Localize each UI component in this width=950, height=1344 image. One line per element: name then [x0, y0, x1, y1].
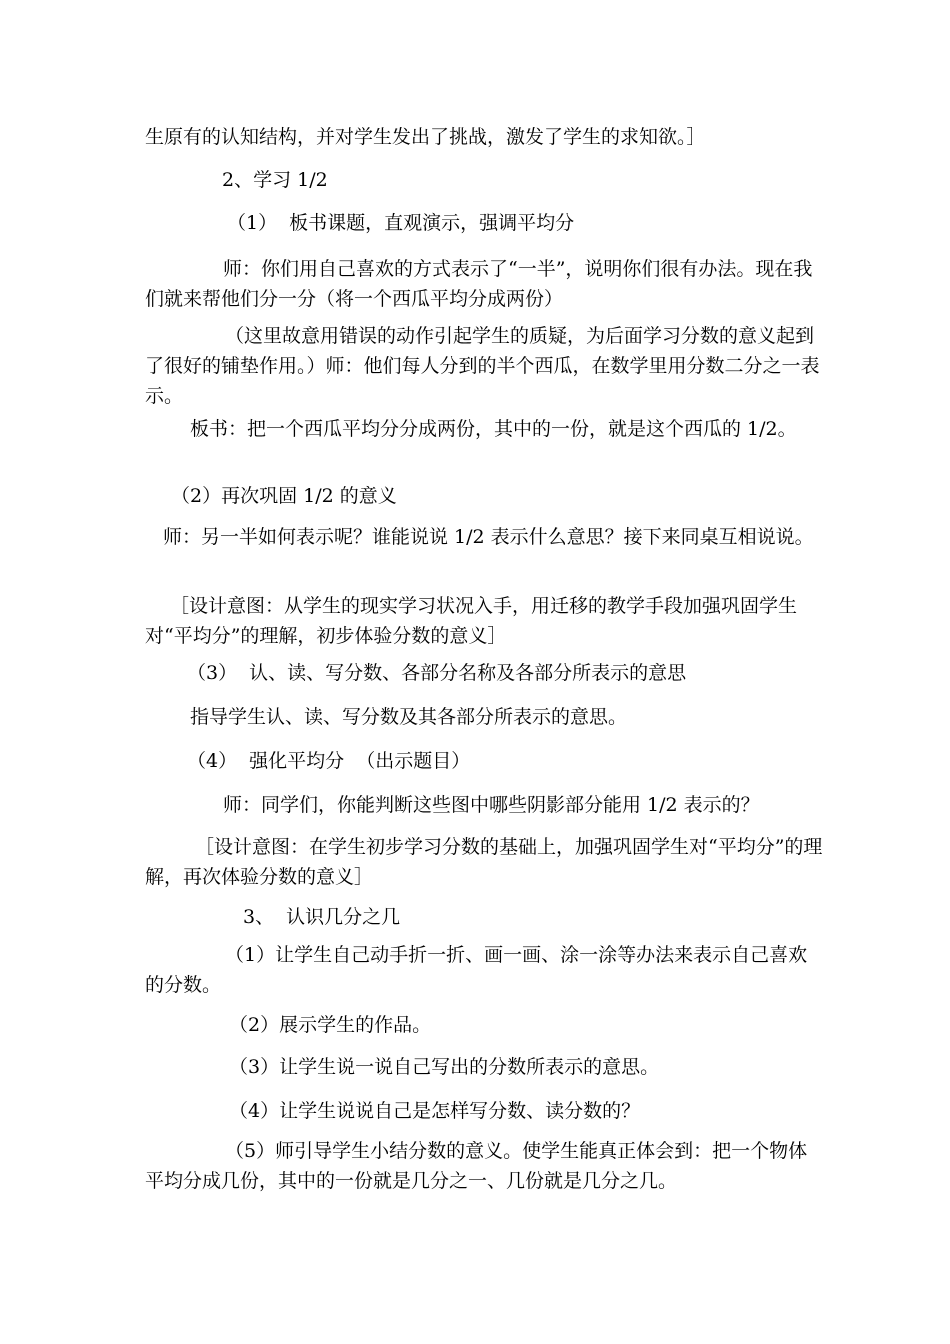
paragraph-9: （3） 认、读、写分数、各部分名称及各部分所表示的意思: [187, 662, 687, 684]
paragraph-5: 板书：把一个西瓜平均分分成两份，其中的一份，就是这个西瓜的 1/2。: [190, 418, 797, 440]
paragraph-19: （5）师引导学生小结分数的意义。使学生能真正体会到：把一个物体平均分成几份，其中的一份就是几分之一、几份就是几分之几。: [145, 1140, 808, 1192]
heading-learn-half: 2、学习 1/2: [222, 169, 328, 191]
design-intent-1: ［设计意图：从学生的现实学习状况入手，用迁移的教学手段加强巩固学生对“平均分”的理解，初步体验分数的意义］: [145, 595, 798, 647]
paragraph-11: （4） 强化平均分 （出示题目）: [187, 750, 471, 772]
paragraph-4: （这里故意用错误的动作引起学生的质疑，为后面学习分数的意义起到了很好的铺垫作用。）师：他们每人分到的半个西瓜，在数学里用分数二分之一表示。: [145, 325, 820, 407]
paragraph-17: （3）让学生说一说自己写出的分数所表示的意思。: [229, 1056, 660, 1078]
paragraph-7: 师：另一半如何表示呢？谁能说说 1/2 表示什么意思？接下来同桌互相说说。: [163, 526, 814, 548]
paragraph-3: 师：你们用自己喜欢的方式表示了“一半”，说明你们很有办法。现在我们就来帮他们分一分（将一个西瓜平均分成两份）: [145, 258, 813, 310]
heading-recognize-fractions: 3、 认识几分之几: [243, 906, 401, 928]
paragraph-2: （1） 板书课题，直观演示，强调平均分: [227, 212, 575, 234]
paragraph-12: 师：同学们，你能判断这些图中哪些阴影部分能用 1/2 表示的？: [223, 794, 760, 816]
paragraph-18: （4）让学生说说自己是怎样写分数、读分数的？: [229, 1100, 641, 1122]
paragraph-0: 生原有的认知结构，并对学生发出了挑战，激发了学生的求知欲。］: [145, 126, 706, 148]
paragraph-6: （2）再次巩固 1/2 的意义: [171, 485, 397, 507]
paragraph-16: （2）展示学生的作品。: [229, 1014, 432, 1036]
design-intent-2: ［设计意图：在学生初步学习分数的基础上，加强巩固学生对“平均分”的理解，再次体验分数的意义］: [145, 836, 823, 888]
paragraph-15: （1）让学生自己动手折一折、画一画、涂一涂等办法来表示自己喜欢的分数。: [145, 944, 808, 996]
paragraph-10: 指导学生认、读、写分数及其各部分所表示的意思。: [190, 706, 628, 728]
